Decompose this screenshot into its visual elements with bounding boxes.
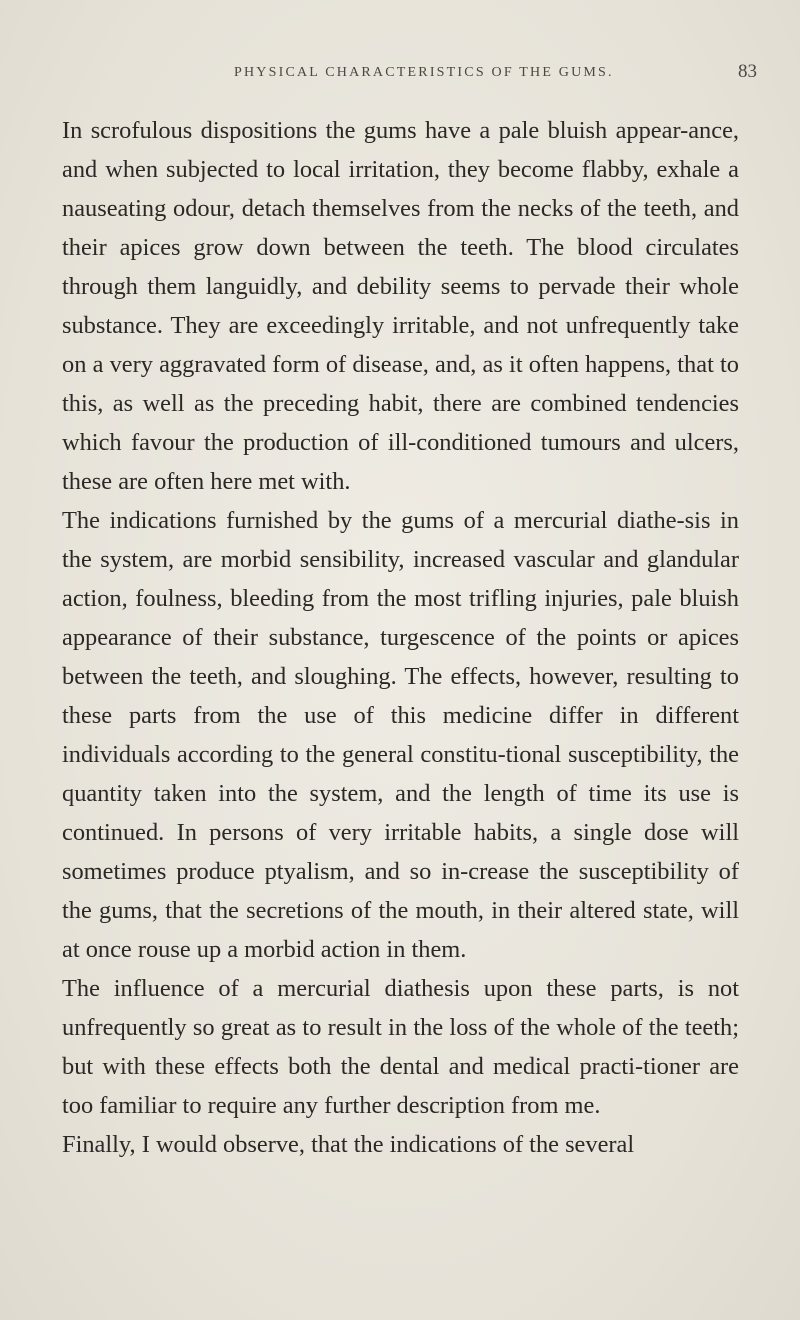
paragraph-finally: Finally, I would observe, that the indications of the several	[62, 1131, 635, 1158]
paragraph-mercurial-influence: The influence of a mercurial diathesis upon these parts, is not unfrequently so great as to result in the loss of the whole of the teeth; but with these effects both the dental and medical practi-tioner are too familiar to require any further description from me.	[62, 975, 739, 1119]
running-head: PHYSICAL CHARACTERISTICS OF THE GUMS.	[234, 65, 614, 80]
paragraph-mercurial-indications: The indications furnished by the gums of a mercurial diathe-sis in the system, are morbid sensibility, increased vascular and glandular action, foulness, bleeding from the most trifling injuries, pale bluish appearance of their substance, turgescence of the points or apices between the teeth, and sloughing. The effects, however, resulting to these parts from the use of this medicine differ in different individuals according to the general constitu-tional susceptibility, the quantity taken into the system, and the length of time its use is continued. In persons of very irritable habits, a single dose will sometimes produce ptyalism, and so in-crease the susceptibility of the gums, that the secretions of the mouth, in their altered state, will at once rouse up a morbid action in them.	[62, 507, 739, 963]
paragraph-scrofulous: In scrofulous dispositions the gums have a pale bluish appear-ance, and when subjected to local irritation, they become flabby, exhale a nauseating odour, detach themselves from the necks of the teeth, and their apices grow down between the teeth. The blood circulates through them languidly, and debility seems to pervade their whole substance. They are exceedingly irritable, and not unfrequently take on a very aggravated form of disease, and, as it often happens, that to this, as well as the preceding habit, there are combined tendencies which favour the production of ill-conditioned tumours and ulcers, these are often here met with.	[62, 117, 739, 495]
body-text	[62, 111, 739, 1164]
page-number: 83	[738, 61, 757, 82]
